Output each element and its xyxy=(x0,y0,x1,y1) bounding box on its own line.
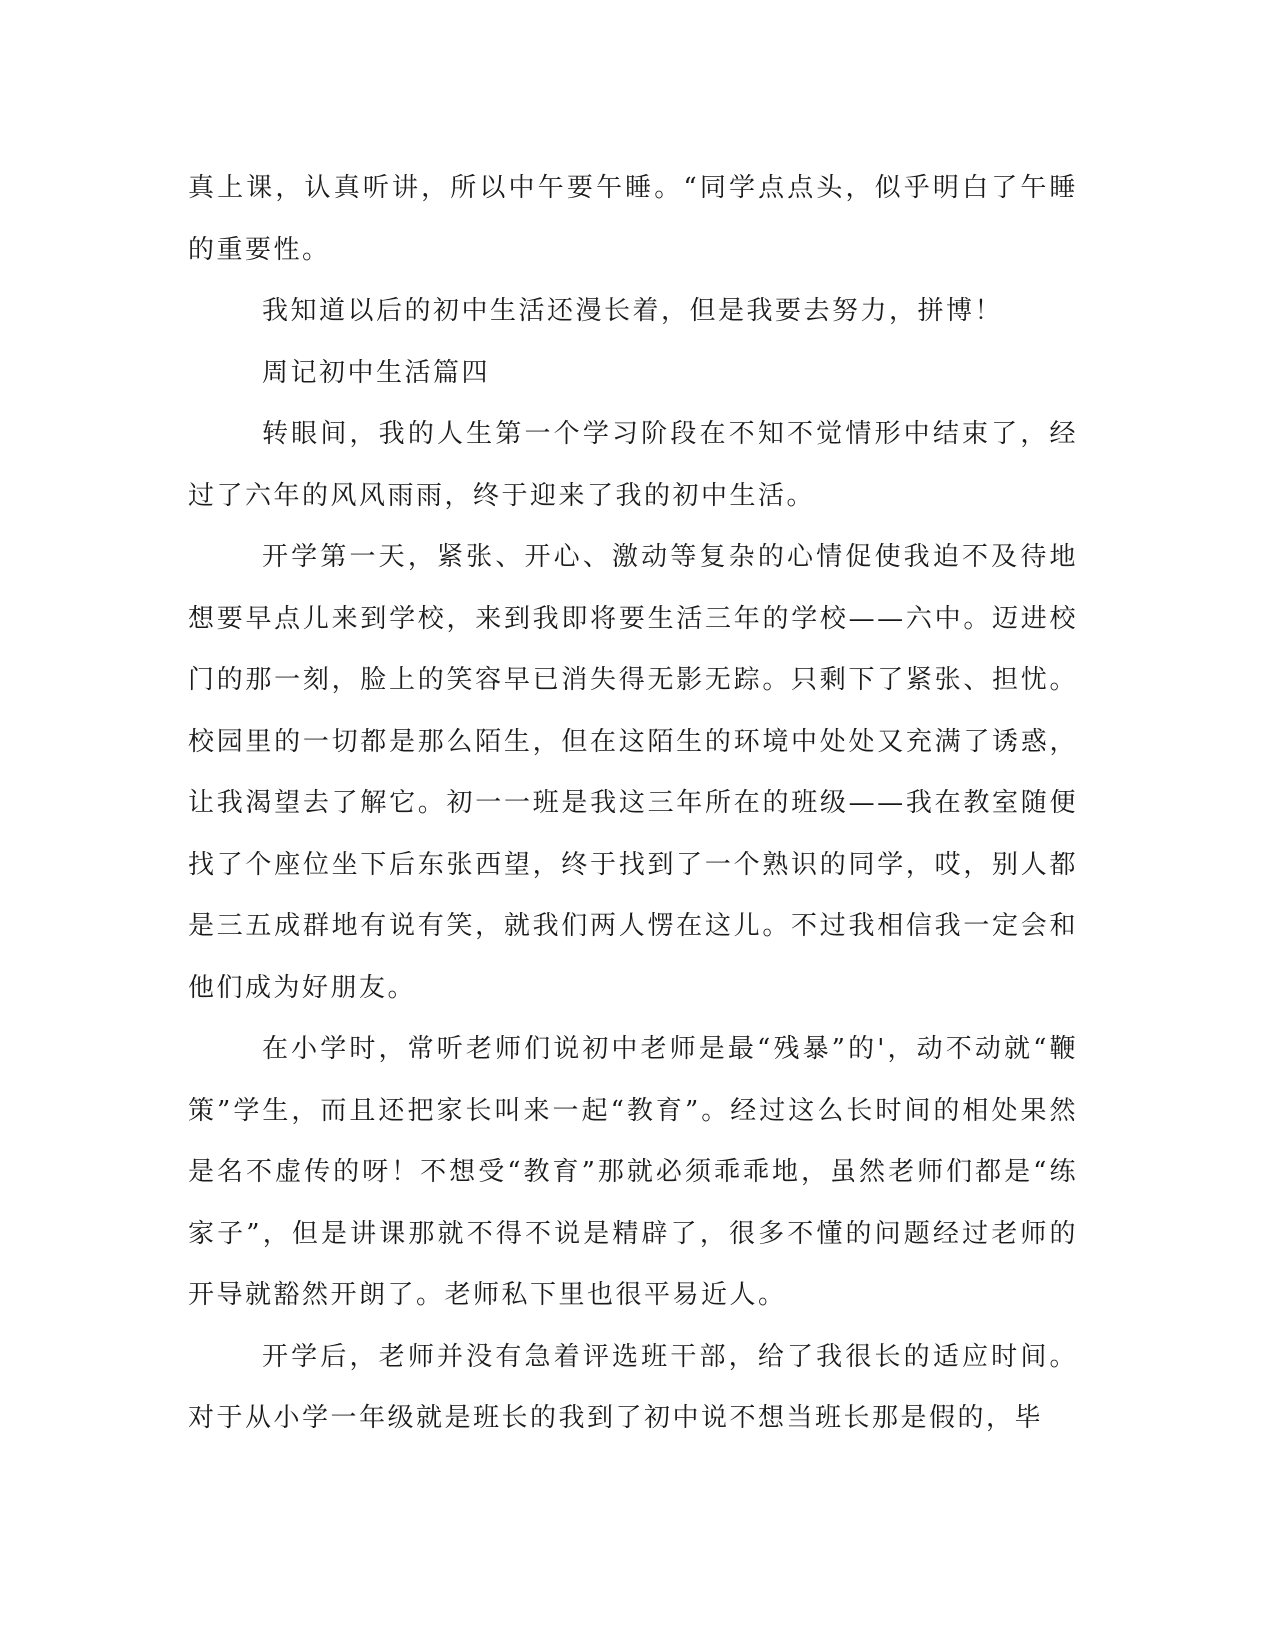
paragraph-1: 真上课，认真听讲，所以中午要午睡。“同学点点头，似乎明白了午睡的重要性。 xyxy=(188,173,1078,265)
body-text xyxy=(188,158,1078,1450)
paragraph-4: 开学第一天，紧张、开心、激动等复杂的心情促使我迫不及待地想要早点儿来到学校，来到我即将要生活三年的学校——六中。迈进校门的那一刻，脸上的笑容早已消失得无影无踪。只剩下了紧张、担忧。校园里的一切都是那么陌生，但在这陌生的环境中处处又充满了诱惑，让我渴望去了解它。初一一班是我这三年所在的班级——我在教室随便找了个座位坐下后东张西望，终于找到了一个熟识的同学，哎，别人都是三五成群地有说有笑，就我们两人愣在这儿。不过我相信我一定会和他们成为好朋友。 xyxy=(188,542,1078,1003)
paragraph-5: 在小学时，常听老师们说初中老师是最“残暴”的'，动不动就“鞭策”学生，而且还把家长叫来一起“教育”。经过这么长时间的相处果然是名不虚传的呀！不想受“教育”那就必须乖乖地，虽然老师们都是“练家子”，但是讲课那就不得不说是精辟了，很多不懂的问题经过老师的开导就豁然开朗了。老师私下里也很平易近人。 xyxy=(188,1034,1078,1310)
section-heading: 周记初中生活篇四 xyxy=(262,357,491,388)
paragraph-6: 开学后，老师并没有急着评选班干部，给了我很长的适应时间。对于从小学一年级就是班长的我到了初中说不想当班长那是假的，毕 xyxy=(188,1341,1078,1433)
paragraph-2: 我知道以后的初中生活还漫长着，但是我要去努力，拼博！ xyxy=(262,296,1004,326)
paragraph-3: 转眼间，我的人生第一个学习阶段在不知不觉情形中结束了，经过了六年的风风雨雨，终于迎来了我的初中生活。 xyxy=(188,419,1078,511)
